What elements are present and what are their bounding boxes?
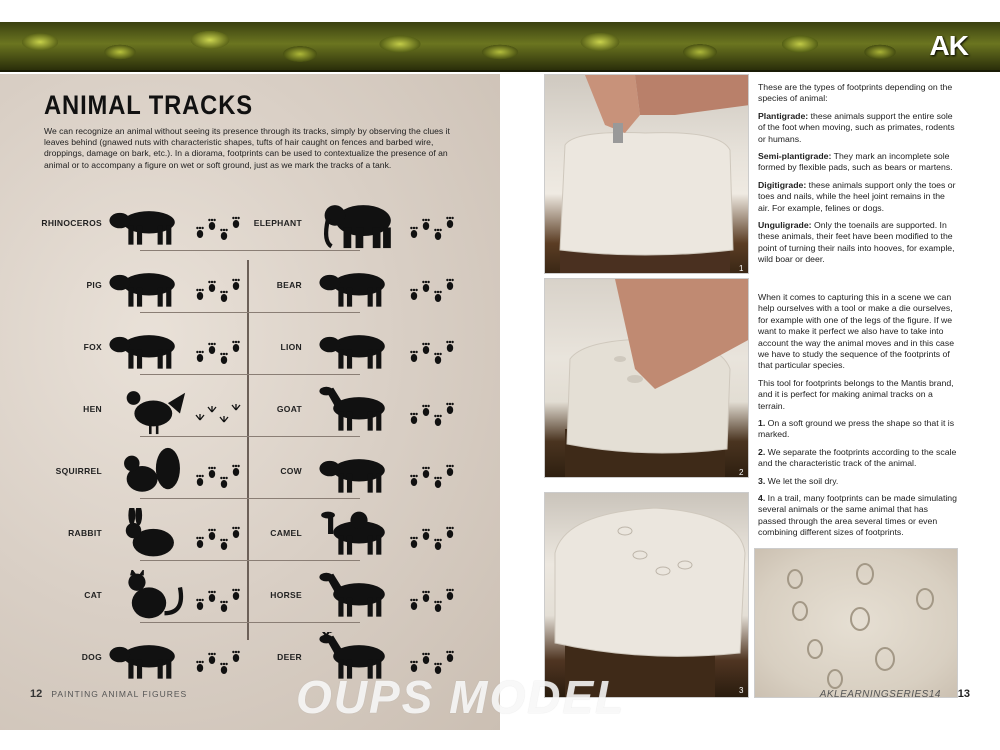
type-item: Semi-plantigrade: They mark an incomplete sole formed by flexible pads, such as bears or martens. — [758, 151, 953, 173]
photo-2-illustration — [545, 279, 749, 478]
footer-left — [30, 688, 187, 700]
row-divider — [140, 374, 250, 375]
animal-label: CAMEL — [270, 528, 302, 538]
cat-silhouette-icon — [106, 570, 192, 627]
squirrel-silhouette-icon — [106, 446, 192, 503]
photo-track-closeup — [754, 548, 958, 698]
goat-footprints-icon — [408, 400, 458, 433]
photo-pressing-tool-1 — [544, 74, 749, 274]
horse-footprints-icon — [408, 586, 458, 619]
step-item: 4. In a trail, many footprints can be made simulating several animals or the same animal that has passed through the area several times or even combining different sizes of footprints. — [758, 493, 957, 538]
elephant-footprints-icon — [408, 214, 458, 247]
row-divider — [250, 560, 360, 561]
animal-label: SQUIRREL — [55, 466, 102, 476]
animal-label: HEN — [83, 404, 102, 414]
cow-silhouette-icon — [316, 446, 402, 503]
camel-footprints-icon — [408, 524, 458, 557]
pig-footprints-icon — [194, 276, 244, 309]
hen-silhouette-icon — [106, 384, 192, 441]
animal-label: GOAT — [276, 404, 302, 414]
row-divider — [250, 436, 360, 437]
row-divider — [140, 622, 250, 623]
snakeskin-banner — [0, 22, 1000, 72]
svg-text:2: 2 — [739, 468, 744, 477]
animal-label: PIG — [86, 280, 102, 290]
lion-footprints-icon — [408, 338, 458, 371]
fox-silhouette-icon — [106, 322, 192, 379]
rhinoceros-silhouette-icon — [106, 198, 192, 255]
row-divider — [140, 250, 250, 251]
horse-silhouette-icon — [316, 570, 402, 627]
row-divider — [140, 312, 250, 313]
row-divider — [140, 436, 250, 437]
row-divider — [140, 498, 250, 499]
series-label: AKLEARNINGSERIES14 — [819, 689, 941, 700]
squirrel-footprints-icon — [194, 462, 244, 495]
animal-label: FOX — [83, 342, 102, 352]
photo-4-illustration — [755, 549, 958, 698]
type-item: Unguligrade: Only the toenails are supported. In these animals, their feet have been modified to the point of turning their nails into hooves, for example, wild boar or deer. — [758, 220, 955, 265]
footprint-types-text — [758, 82, 958, 272]
row-divider — [250, 250, 360, 251]
rabbit-footprints-icon — [194, 524, 244, 557]
intro-paragraph: We can recognize an animal without seeing its presence through its tracks, simply by observing the clues it leaves behind (gnawed nuts with characteristic shapes, tufts of hair caught on fences and barbed wire, droppings, damage on bark, etc.). In a diorama, footprints can be used to contextualize the presence of an animal or to accompany a figure on wet or soft ground, just as we mark the tracks of a tank. — [44, 126, 450, 170]
type-item: Digitigrade: these animals support only the toes or toes and nails, while the heel joint remains in the air. For example, felines or dogs. — [758, 179, 956, 213]
type-item: Plantigrade: these animals support the entire sole of the foot when moving, such as primates, rodents or humans. — [758, 110, 955, 144]
cat-footprints-icon — [194, 586, 244, 619]
animal-label: CAT — [84, 590, 102, 600]
row-divider — [250, 312, 360, 313]
animal-label: RHINOCEROS — [41, 218, 102, 228]
watermark-text: OUPS MODEL — [296, 671, 626, 723]
lion-silhouette-icon — [316, 322, 402, 379]
goat-silhouette-icon — [316, 384, 402, 441]
camel-silhouette-icon — [316, 508, 402, 565]
dog-silhouette-icon — [106, 632, 192, 689]
footer-right — [820, 688, 970, 700]
bear-footprints-icon — [408, 276, 458, 309]
hen-footprints-icon — [194, 400, 244, 433]
svg-text:3: 3 — [739, 686, 744, 695]
rhinoceros-footprints-icon — [194, 214, 244, 247]
photo-pressing-tool-2 — [544, 278, 749, 478]
left-page — [0, 74, 500, 730]
animal-label: ELEPHANT — [253, 218, 302, 228]
animal-label: DEER — [277, 652, 302, 662]
right-page — [500, 74, 1000, 730]
page-number-right: 13 — [957, 688, 970, 700]
cow-footprints-icon — [408, 462, 458, 495]
types-intro: These are the types of footprints depending on the species of animal: — [758, 82, 953, 104]
animal-label: DOG — [81, 652, 102, 662]
photo-1-illustration — [545, 75, 749, 274]
animal-label: HORSE — [270, 590, 302, 600]
rabbit-silhouette-icon — [106, 508, 192, 565]
animal-label: COW — [280, 466, 302, 476]
animal-label: LION — [280, 342, 302, 352]
row-divider — [250, 498, 360, 499]
bear-silhouette-icon — [316, 260, 402, 317]
ak-logo: AK — [929, 30, 968, 61]
section-name: PAINTING ANIMAL FIGURES — [51, 689, 188, 699]
fox-footprints-icon — [194, 338, 244, 371]
animal-label: BEAR — [276, 280, 302, 290]
photo-finished-tracks — [544, 492, 749, 698]
photo-3-illustration — [545, 493, 749, 698]
row-divider — [250, 622, 360, 623]
page-number-left: 12 — [30, 688, 43, 700]
row-divider — [140, 560, 250, 561]
column-divider — [247, 260, 249, 640]
page-title: ANIMAL TRACKS — [44, 90, 253, 120]
step-item: 3. We let the soil dry. — [758, 475, 839, 486]
dog-footprints-icon — [194, 648, 244, 681]
steps-list — [758, 418, 958, 545]
capturing-text: When it comes to capturing this in a scene we can help ourselves with a tool or make a die ourselves, for example with one of the legs of the figure. If we want to make it perfect we also have to take into account the way the animal moves and in this case we have to study the sequence of the footprints of that particular species. This tool for footprints belongs to the Mantis brand, and it is perfect for making animal tracks on a terrain. — [758, 292, 955, 411]
row-divider — [250, 374, 360, 375]
animal-label: RABBIT — [68, 528, 102, 538]
svg-text:1: 1 — [739, 264, 744, 273]
elephant-silhouette-icon — [316, 198, 402, 255]
step-item: 2. We separate the footprints according to the scale and the characteristic track of the animal. — [758, 446, 957, 469]
pig-silhouette-icon — [106, 260, 192, 317]
step-item: 1. On a soft ground we press the shape so that it is marked. — [758, 418, 955, 440]
